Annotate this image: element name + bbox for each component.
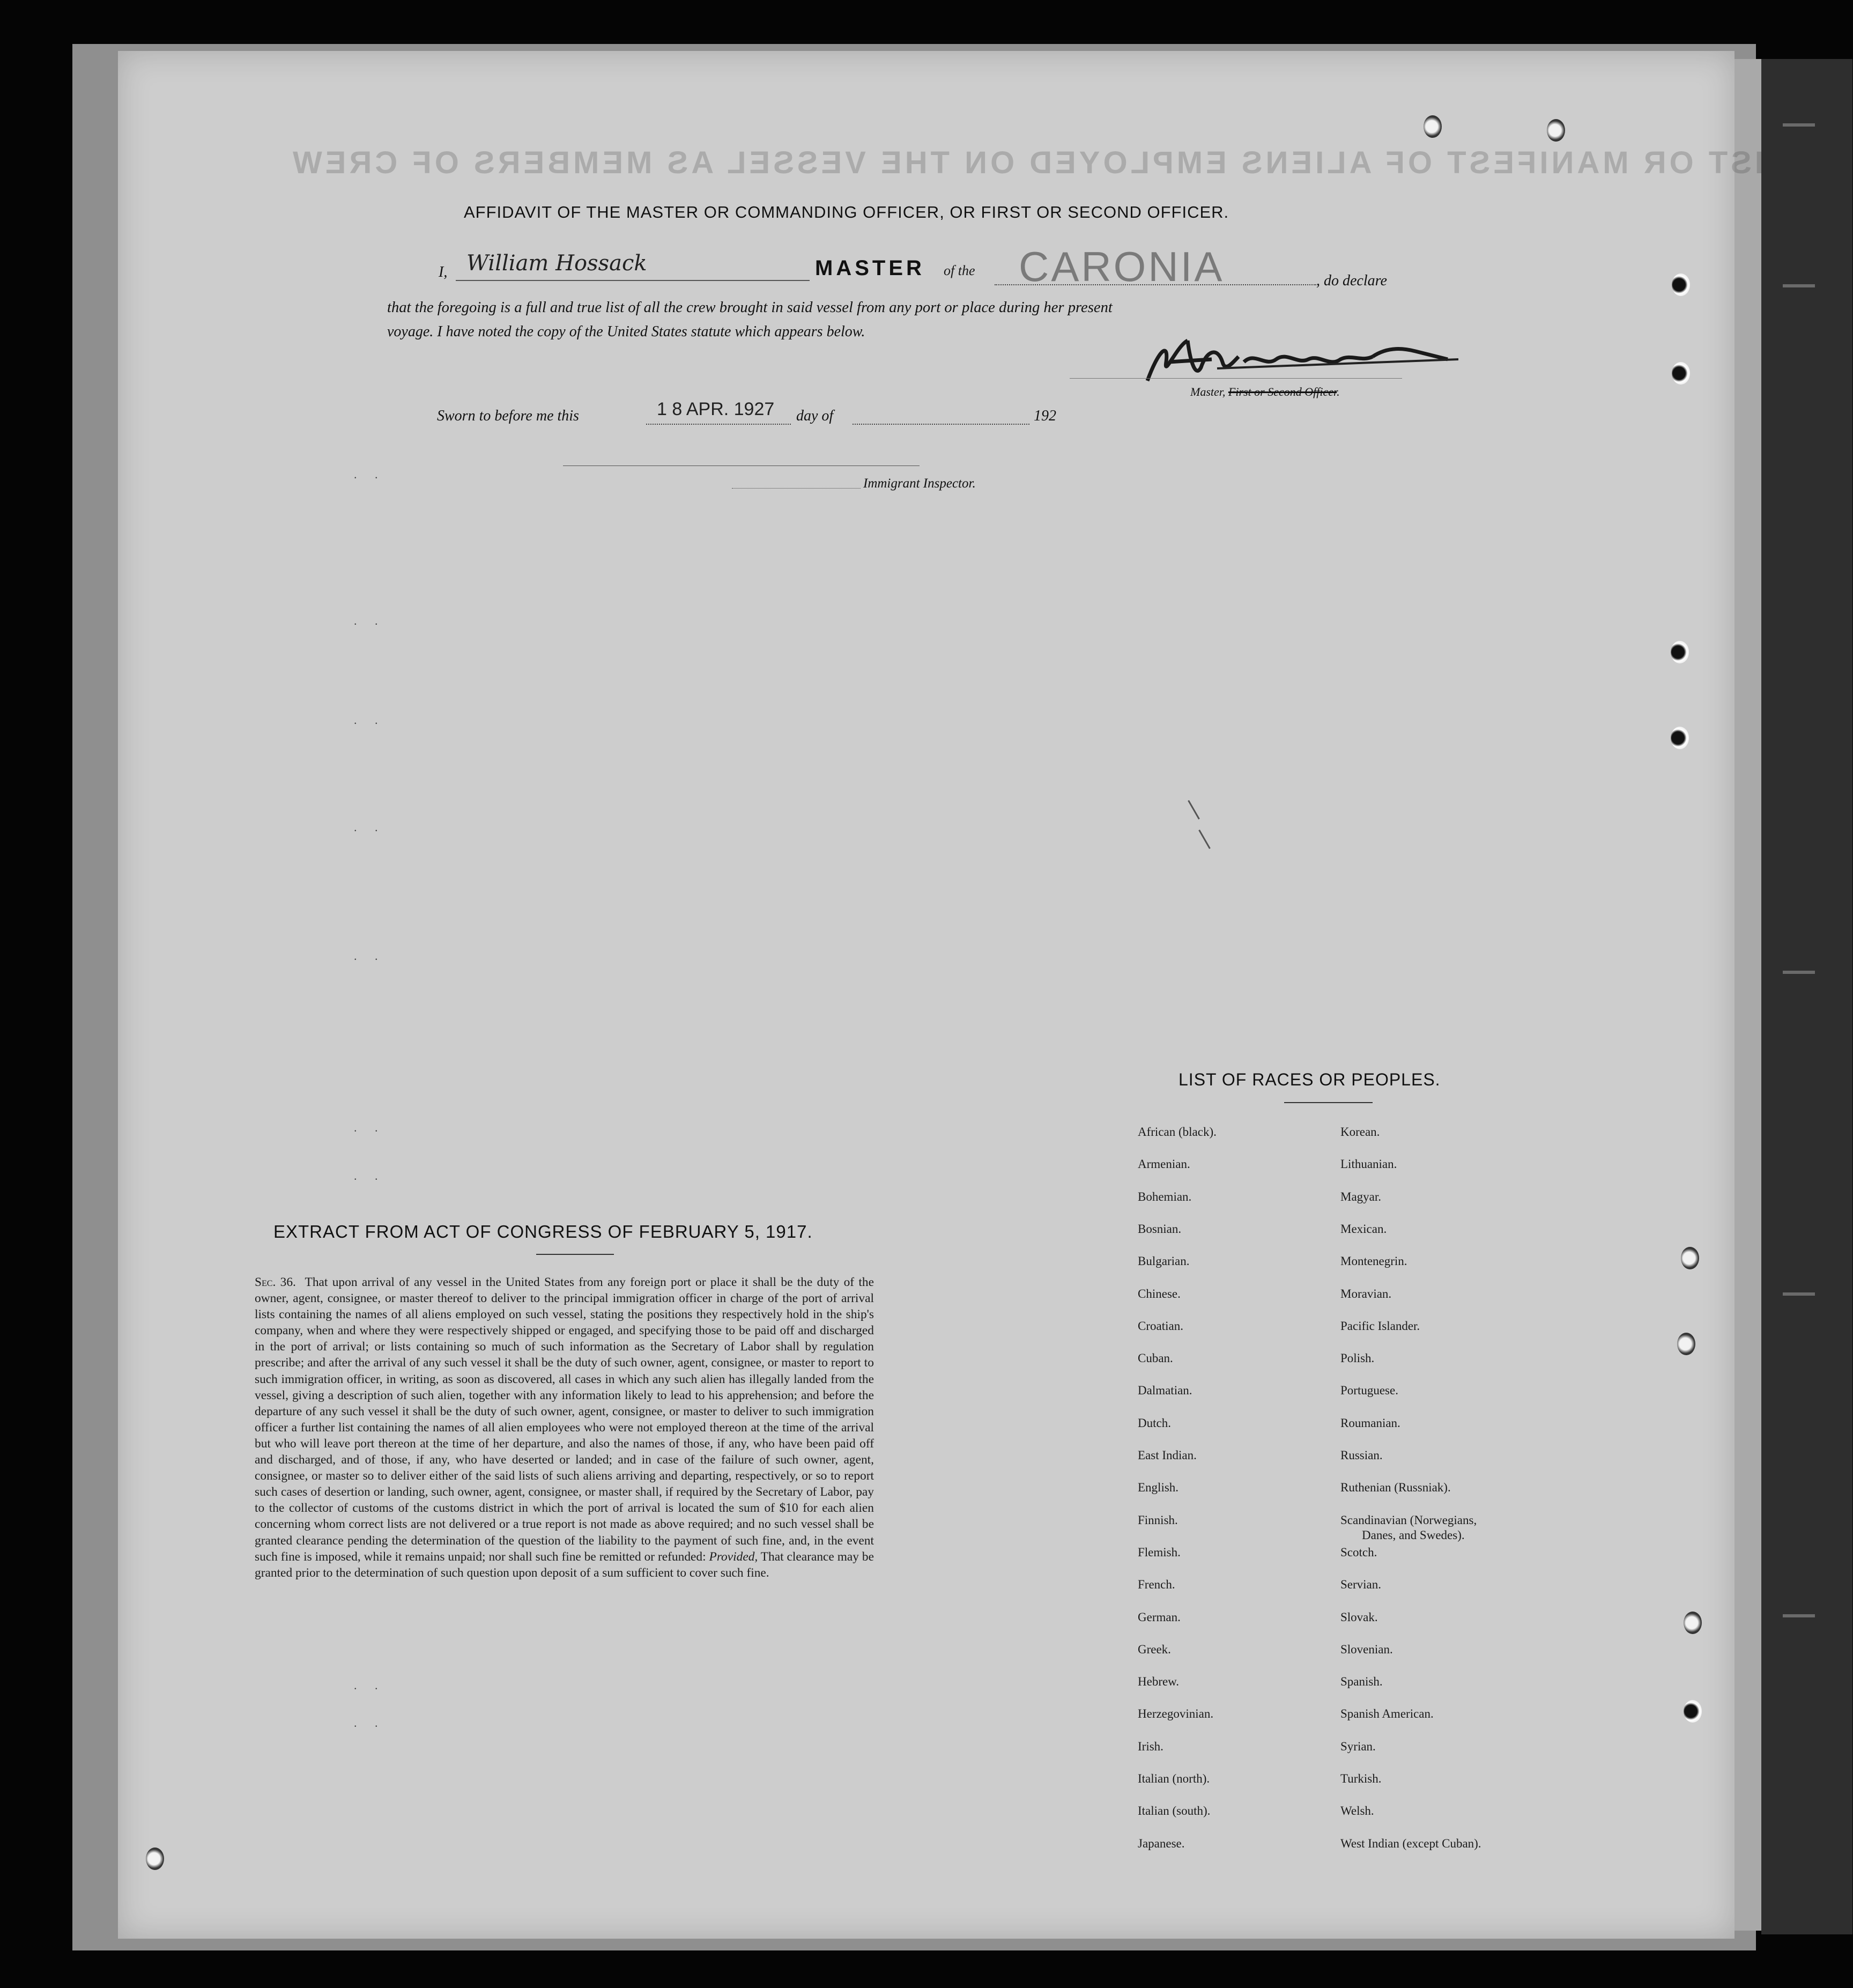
punch-hole xyxy=(1671,727,1689,749)
sworn-date-stamp: 1 8 APR. 1927 xyxy=(657,399,775,419)
race-item: Hebrew. xyxy=(1138,1675,1180,1689)
race-item: Korean. xyxy=(1340,1125,1380,1139)
race-item: Dalmatian. xyxy=(1138,1384,1192,1398)
race-item: Montenegrin. xyxy=(1340,1254,1407,1268)
extract-title-underline xyxy=(536,1254,614,1255)
punch-hole xyxy=(1677,1333,1695,1355)
race-item: Danes, and Swedes). xyxy=(1362,1528,1465,1542)
race-item: Greek. xyxy=(1138,1642,1171,1656)
race-item: Ruthenian (Russniak). xyxy=(1340,1481,1451,1495)
inspector-signature-rule xyxy=(563,465,920,466)
row-dots: . . xyxy=(354,1679,386,1692)
row-dots: . . xyxy=(354,1121,386,1134)
binding-strip xyxy=(1761,59,1852,1934)
do-declare-label: , do declare xyxy=(1316,272,1387,289)
race-item: Spanish American. xyxy=(1340,1707,1434,1721)
signature-rule xyxy=(1070,378,1402,379)
race-item: Herzegovinian. xyxy=(1138,1707,1214,1721)
race-item: Moravian. xyxy=(1340,1287,1392,1300)
row-dots: . . xyxy=(354,821,386,834)
race-item: Flemish. xyxy=(1138,1545,1181,1559)
race-item: Scandinavian (Norwegians, xyxy=(1340,1513,1477,1527)
race-item: African (black). xyxy=(1138,1125,1217,1139)
race-item: Chinese. xyxy=(1138,1287,1181,1300)
master-label: MASTER xyxy=(815,256,925,280)
race-item: Italian (north). xyxy=(1138,1772,1210,1785)
year-prefix: 192 xyxy=(1034,408,1056,424)
race-item: French. xyxy=(1138,1578,1175,1592)
vessel-name-stamp: CARONIA xyxy=(1019,243,1225,290)
of-the-label: of the xyxy=(944,263,975,278)
proviso-text: That clearance may be granted prior to the determination of such question upon deposit of a sum sufficient to cover such fine. xyxy=(255,1549,874,1580)
punch-hole xyxy=(1672,362,1690,385)
race-item: Welsh. xyxy=(1340,1804,1374,1818)
race-item: Turkish. xyxy=(1340,1772,1382,1785)
race-item: Lithuanian. xyxy=(1340,1157,1397,1171)
race-item: Spanish. xyxy=(1340,1675,1383,1689)
inspector-dotted-line xyxy=(732,488,861,489)
bleed-through-heading: LIST OR MANIFEST OF ALIENS EMPLOYED ON THE VESSEL AS MEMBERS OF CREW xyxy=(290,145,1786,180)
race-item: Servian. xyxy=(1340,1578,1382,1592)
row-dots: . . xyxy=(354,614,386,627)
punch-hole xyxy=(1671,641,1689,663)
row-dots: . . xyxy=(354,949,386,963)
sworn-date-line xyxy=(646,424,791,425)
punch-hole xyxy=(1684,1612,1702,1634)
document-page xyxy=(118,51,1735,1939)
races-title: LIST OF RACES OR PEOPLES. xyxy=(1178,1070,1441,1089)
race-item: East Indian. xyxy=(1138,1448,1197,1462)
race-item: Syrian. xyxy=(1340,1739,1376,1753)
month-line xyxy=(853,424,1029,425)
row-dots: . . xyxy=(354,468,386,481)
race-item: English. xyxy=(1138,1481,1179,1495)
race-item: Bosnian. xyxy=(1138,1222,1182,1236)
sworn-prefix: Sworn to before me this xyxy=(437,408,579,424)
caption-end: . xyxy=(1337,385,1340,398)
race-item: Bulgarian. xyxy=(1138,1254,1190,1268)
row-dots: . . xyxy=(354,713,386,727)
race-item: Finnish. xyxy=(1138,1513,1178,1527)
race-item: Slovenian. xyxy=(1340,1642,1393,1656)
master-signature xyxy=(1137,330,1469,389)
race-item: Irish. xyxy=(1138,1739,1163,1753)
row-dots: . . xyxy=(354,1169,386,1183)
name-rule xyxy=(456,280,810,281)
caption-master: Master, xyxy=(1190,385,1228,398)
race-item: West Indian (except Cuban). xyxy=(1340,1836,1481,1850)
punch-hole xyxy=(1672,274,1690,296)
day-of-label: day of xyxy=(796,408,834,424)
extract-title: EXTRACT FROM ACT OF CONGRESS OF FEBRUARY 5, 1917. xyxy=(273,1222,813,1241)
race-item: Scotch. xyxy=(1340,1545,1377,1559)
race-item: Polish. xyxy=(1340,1351,1375,1365)
race-item: Pacific Islander. xyxy=(1340,1319,1420,1333)
race-item: Croatian. xyxy=(1138,1319,1183,1333)
affidavit-line-3: voyage. I have noted the copy of the United States statute which appears below. xyxy=(387,323,865,340)
affidavit-title: AFFIDAVIT OF THE MASTER OR COMMANDING OFFICER, OR FIRST OR SECOND OFFICER. xyxy=(464,203,1229,221)
caption-struck-officer: First or Second Officer xyxy=(1228,385,1337,398)
race-item: Armenian. xyxy=(1138,1157,1190,1171)
section-label: Sec. 36. xyxy=(255,1275,296,1289)
race-item: Portuguese. xyxy=(1340,1384,1398,1398)
races-title-underline xyxy=(1284,1102,1373,1103)
race-item: Roumanian. xyxy=(1340,1416,1400,1430)
race-item: Russian. xyxy=(1340,1448,1383,1462)
section-36-text: That upon arrival of any vessel in the United States from any foreign port or place it shall be the duty of the owner, agent, consignee, or master thereof to deliver to the principal immigration officer in charge of the port of arrival lists containing the names of all aliens employed on such vessel, stating the positions they respectively hold in the ship's company, when and where they were respectively shipped or engaged, and specifying those to be paid off and discharged in the port of arrival; or lists containing so much of such information as the Secretary of Labor shall by regulation prescribe; and after the arrival of any such vessel it shall be the duty of such owner, agent, consignee, or master to report to such immigration officer, in writing, as soon as discovered, all cases in which any such alien has illegally landed from the vessel, giving a description of such alien, together with any information likely to lead to his apprehension; and before the departure of any such vessel it shall be the duty of such owner, agent, consignee, or master to deliver to such immigration officer a further list containing the names of all alien employees who were not employed thereon at the time of the arrival but who will leave port thereon at the time of her departure, and also the names of those, if any, who have been paid off and discharged, and of those, if any, who have deserted or landed; and in case of the failure of such owner, agent, consignee, or master so to deliver either of the said lists of such aliens arriving and departing, respectively, or so to report such cases of desertion or landing, such owner, agent, consignee, or master shall, if required by the Secretary of Labor, pay to the collector of customs of the customs district in which the port of arrival is located the sum of $10 for each alien concerning whom correct lists are not delivered or a true report is not made as above required; and no such vessel shall be granted clearance pending the determination of the question of the liability to the payment of such fine, and, in the event such fine is imposed, while it remains unpaid; nor shall such fine be remitted or refunded: xyxy=(255,1275,874,1564)
affidavit-pronoun: I, xyxy=(439,264,448,280)
race-item: Bohemian. xyxy=(1138,1189,1192,1203)
race-item: Mexican. xyxy=(1340,1222,1387,1236)
race-item: Cuban. xyxy=(1138,1351,1173,1365)
punch-hole xyxy=(1684,1700,1702,1723)
punch-hole xyxy=(1424,115,1442,138)
sheet-edge xyxy=(1735,59,1761,1931)
proviso-word: Provided, xyxy=(709,1549,758,1564)
race-item: German. xyxy=(1138,1610,1181,1624)
punch-hole xyxy=(1681,1247,1699,1269)
race-item: Magyar. xyxy=(1340,1189,1382,1203)
race-item: Japanese. xyxy=(1138,1836,1185,1850)
row-dots: . . xyxy=(354,1716,386,1730)
race-item: Italian (south). xyxy=(1138,1804,1211,1818)
extract-body xyxy=(255,1274,874,1581)
race-item: Dutch. xyxy=(1138,1416,1171,1430)
punch-hole xyxy=(146,1847,164,1870)
signature-caption xyxy=(1190,385,1340,399)
race-item: Slovak. xyxy=(1340,1610,1378,1624)
punch-hole xyxy=(1547,119,1565,142)
affidavit-line-2: that the foregoing is a full and true list of all the crew brought in said vessel from any port or place during her present xyxy=(387,299,1113,316)
master-name: William Hossack xyxy=(466,251,647,276)
inspector-label: Immigrant Inspector. xyxy=(863,476,976,491)
